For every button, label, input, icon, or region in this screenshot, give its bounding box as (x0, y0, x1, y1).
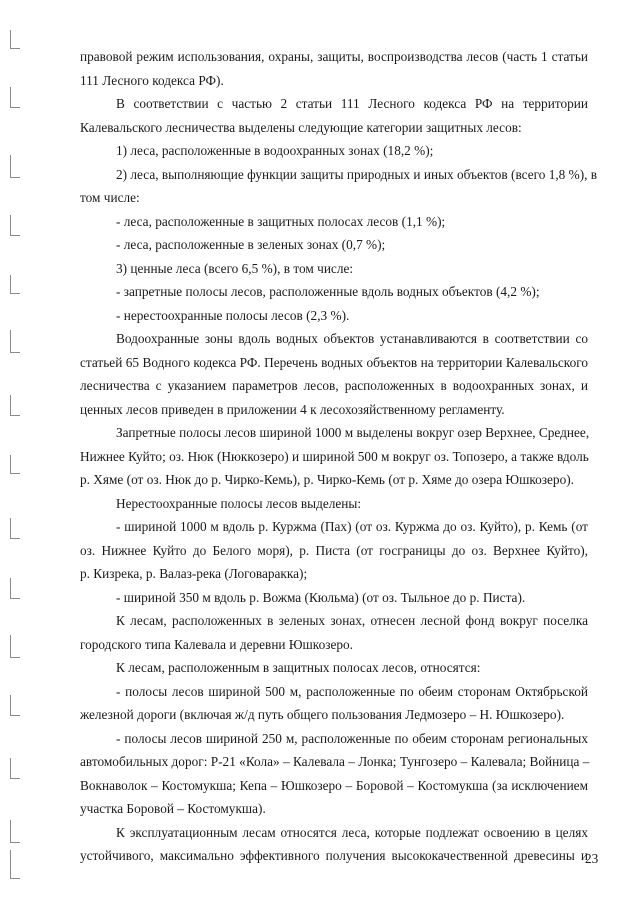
binding-mark (10, 455, 20, 474)
text-line: Вокнаволок – Костомукша; Кепа – Юшкозеро – Боровой – Костомукша (за исключением (80, 777, 588, 793)
text-line: - нерестоохранные полосы лесов (2,3 %). (116, 307, 350, 323)
text-line: 2) леса, выполняющие функции защиты природных и иных объектов (всего 1,8 %), в (116, 166, 598, 182)
binding-mark (10, 850, 20, 879)
text-line: правовой режим использования, охраны, защиты, воспроизводства лесов (часть 1 статьи (80, 49, 588, 64)
text-line: лесничества с указанием параметров лесов, расположенных в водоохранных зонах, и (80, 378, 588, 393)
text-line: В соответствии с частью 2 статьи 111 Лесного кодекса РФ на территории (116, 96, 588, 111)
binding-mark (10, 275, 20, 294)
binding-mark (10, 87, 20, 108)
text-line: Калевальского лесничества выделены следующие категории защитных лесов: (80, 119, 522, 135)
text-line: р. Кизрека, р. Валаз-река (Логоваракка); (80, 566, 308, 581)
binding-mark (10, 758, 20, 779)
text-line: К лесам, расположенных в зеленых зонах, отнесен лесной фонд вокруг поселка (116, 613, 588, 628)
text-line: городского типа Калевала и деревни Юшкозеро. (80, 636, 353, 652)
binding-mark (10, 330, 20, 353)
text-line: К лесам, расположенным в защитных полосах лесов, относятся: (116, 660, 481, 675)
binding-mark (10, 635, 20, 658)
text-line: - полосы лесов шириной 250 м, расположенные по обеим сторонам региональных (116, 730, 588, 746)
page-number: 23 (585, 851, 599, 866)
text-line: участка Боровой – Костомукша). (80, 801, 266, 816)
binding-mark (10, 215, 20, 236)
binding-mark (10, 518, 20, 539)
binding-mark (10, 395, 20, 416)
text-line: 111 Лесного кодекса РФ). (80, 72, 224, 88)
text-line: том числе: (80, 190, 140, 205)
binding-mark (10, 578, 20, 599)
text-line: Водоохранные зоны вдоль водных объектов устанавливаются в соответствии со (116, 331, 588, 346)
binding-mark (10, 820, 20, 843)
text-line: - запретные полосы лесов, расположенные вдоль водных объектов (4,2 %); (116, 284, 540, 299)
text-line: статьей 65 Водного кодекса РФ. Перечень водных объектов на территории Калевальского (80, 354, 588, 370)
text-line: оз. Нижнее Куйто до Белого моря), р. Писта (от госграницы до оз. Верхнее Куйто), (80, 542, 588, 558)
text-line: ценных лесов приведен в приложении 4 к лесохозяйственному регламенту. (80, 401, 505, 417)
text-line: К эксплуатационным лесам относятся леса, которые подлежат освоению в целях (116, 824, 588, 840)
binding-mark (10, 155, 20, 178)
text-line: Нижнее Куйто; оз. Нюк (Нюккозеро) и шириной 500 м вокруг оз. Топозеро, а также вдоль (80, 448, 589, 464)
text-line: 1) леса, расположенные в водоохранных зонах (18,2 %); (116, 143, 434, 158)
text-line: - леса, расположенные в зеленых зонах (0,7 %); (116, 237, 386, 252)
text-line: р. Хяме (от оз. Нюк до р. Чирко-Кемь), р. Чирко-Кемь (от р. Хяме до озера Юшкозеро). (80, 472, 574, 487)
text-line: Нерестоохранные полосы лесов выделены: (116, 495, 362, 511)
text-line: - шириной 350 м вдоль р. Вожма (Кюльма) (от оз. Тыльное до р. Писта). (116, 589, 526, 605)
text-line: автомобильных дорог: Р-21 «Кола» – Калевала – Лонка; Тунгозеро – Калевала; Войница – (80, 754, 590, 769)
text-line: Запретные полосы лесов шириной 1000 м выделены вокруг озер Верхнее, Среднее, (116, 425, 590, 440)
text-line: - шириной 1000 м вдоль р. Куржма (Пах) (от оз. Куржма до оз. Куйто), р. Кемь (от (116, 519, 588, 534)
text-line: 3) ценные леса (всего 6,5 %), в том числе: (116, 260, 354, 276)
body-text (80, 45, 598, 868)
text-line: железной дороги (включая ж/д путь общего пользования Ледмозеро – Н. Юшкозеро). (80, 707, 565, 722)
binding-mark (10, 695, 20, 716)
binding-mark (10, 30, 20, 49)
text-line: - полосы лесов шириной 500 м, расположенные по обеим сторонам Октябрьской (116, 683, 588, 699)
text-line: устойчивого, максимально эффективного получения высококачественной древесины и (80, 848, 588, 863)
text-line: - леса, расположенные в защитных полосах лесов (1,1 %); (116, 213, 446, 229)
binding-edge-marks (6, 30, 20, 880)
